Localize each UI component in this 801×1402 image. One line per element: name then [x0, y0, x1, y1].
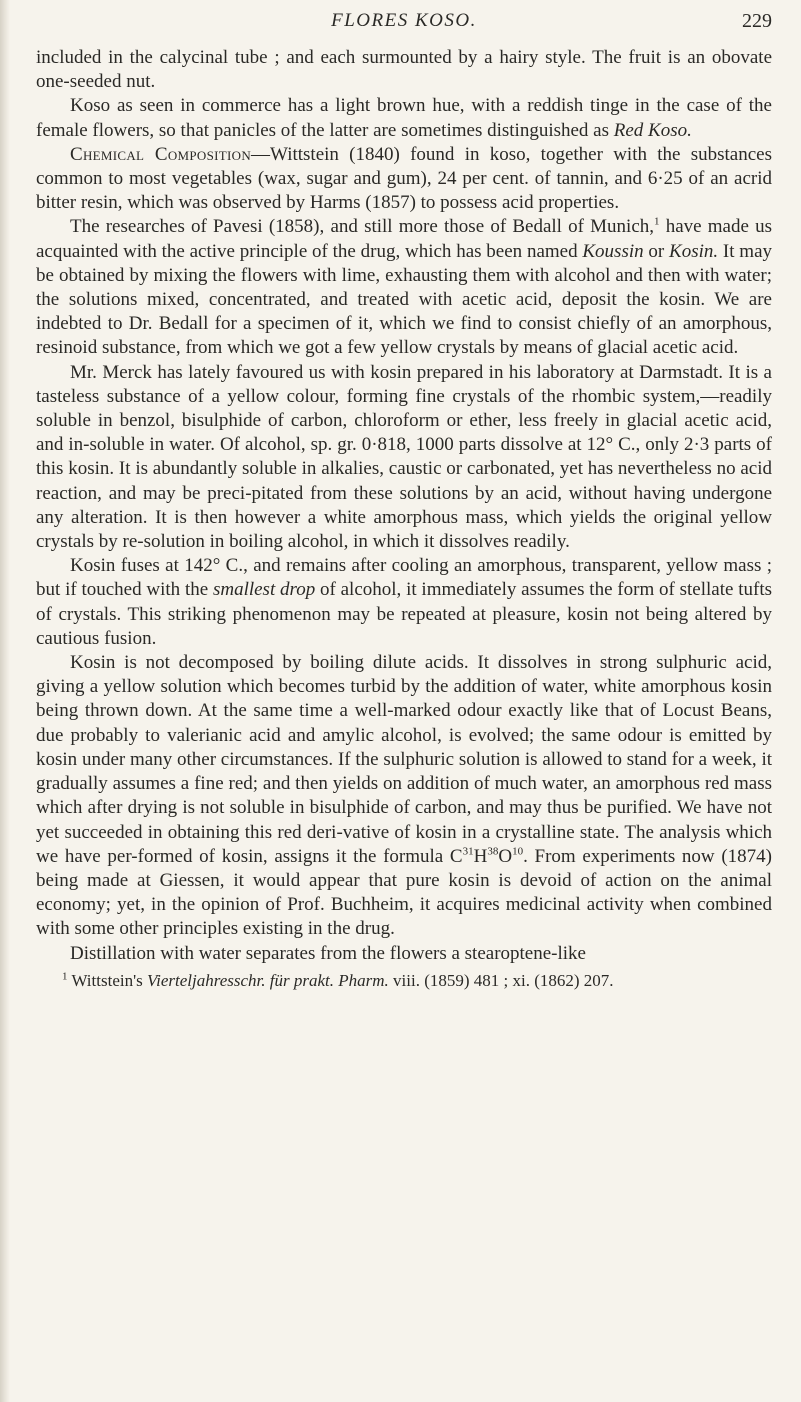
running-head: FLORES KOSO. [331, 10, 477, 31]
formula-hydrogen-count: 38 [487, 845, 499, 858]
paragraph-distillation: Distillation with water separates from the flowers a stearoptene-like [70, 942, 586, 964]
smallest-drop-term: smallest drop [212, 579, 316, 601]
paragraph-commerce: Koso as seen in commerce has a light brown hue, with a reddish tinge in the case of the female flowers, so that panicles of the latter are sometimes distinguished as Red Koso. [36, 95, 772, 141]
kosin-term: Kosin. [669, 240, 719, 262]
book-page [36, 10, 772, 992]
paragraph-decomposition: Kosin is not decomposed by boiling dilute acids. It dissolves in strong sulphuric acid, giving a yellow solution which becomes turbid by the addition of water, white amorphous kosin being thrown down. At the same time a well-marked odour exactly like that of Locust Beans, due probably to valerianic acid and amylic alcohol, is evolved; the same odour is emitted by kosin under many other circumstances. If the sulphuric solution is allowed to stand for a week, it gradually assumes a fine red; and then yields on addition of much water, an amorphous red mass which after drying is not soluble in bisulphide of carbon, and may thus be purified. We have not yet succeeded in obtaining this red deri-vative of kosin in a crystalline state. The analysis which we have per-formed of kosin, assigns it the formula $C^{31}H^{38}O^{10}$. From experiments now (1874) being made at Giessen, it would appear that pure kosin is devoid of action on the animal economy; yet, in the opinion of Prof. Buchheim, it acquires medicinal activity when combined with some other principles existing in the drug. [36, 652, 773, 940]
footnote: $^1$ Wittstein's Vierteljahresschr. für prakt. Pharm. viii. (1859) 481 ; xi. (1862) 207. [62, 970, 614, 990]
footnote-reference: 1 [654, 216, 660, 229]
paragraph-merck: Mr. Merck has lately favoured us with kosin prepared in his laboratory at Darmstadt. It is a tasteless substance of a yellow colour, forming fine crystals of the rhombic system,—readily soluble in benzol, bisulphide of carbon, chloroform or ether, less freely in glacial acetic acid, and in-soluble in water. Of alcohol, sp. gr. 0·818, 1000 parts dissolve at 12° C., only 2·3 parts of this kosin. It is abundantly soluble in alkalies, caustic or carbonated, yet has nevertheless no acid reaction, and may be preci-pitated from these solutions by an acid, without having undergone any alteration. It is then however a white amorphous mass, which yields the original yellow crystals by re-solution in boiling alcohol, in which it dissolves readily. [36, 361, 772, 553]
paragraph-fusion: Kosin fuses at 142° C., and remains after cooling an amorphous, transparent, yellow mass ; but if touched with the smallest drop of alcohol, it immediately assumes the form of stellate tufts of crystals. This striking phenomenon may be repeated at pleasure, kosin not being altered by cautious fusion. [36, 555, 772, 649]
formula-oxygen-count: 10 [512, 845, 524, 858]
footnote-journal-title: Vierteljahresschr. für prakt. Pharm. [147, 970, 389, 990]
koussin-term: Koussin [582, 240, 644, 262]
red-koso-term: Red Koso. [613, 119, 692, 141]
paragraph-chemical-composition: Chemical Composition—Wittstein (1840) found in koso, together with the substances common to most vegetables (wax, sugar and gum), 24 per cent. of tannin, and 6·25 of an acrid bitter resin, which was observed by Harms (1857) to possess acid properties. [36, 143, 772, 214]
paragraph-researches: The researches of Pavesi (1858), and still more those of Bedall of Munich,$^1$ have made us acquainted with the active principle of the drug, which has been named Koussin or Kosin. It may be obtained by mixing the flowers with lime, exhausting them with alcohol and then with water; the solutions mixed, concentrated, and treated with acetic acid, deposit the kosin. We are indebted to Dr. Bedall for a specimen of it, which we find to consist chiefly of an amorphous, resinoid substance, from which we got a few yellow crystals by means of glacial acetic acid. [36, 216, 773, 359]
footnote-marker: 1 [62, 970, 68, 983]
page-binding-shadow [0, 0, 10, 1402]
section-heading-chemical-composition: Chemical Composition [70, 143, 252, 165]
paragraph-fruit: included in the calycinal tube ; and each surmounted by a hairy style. The fruit is an obovate one-seeded nut. [36, 47, 772, 93]
page-header [36, 10, 772, 40]
formula-carbon-count: 31 [462, 845, 474, 858]
page-number: 229 [742, 10, 772, 32]
